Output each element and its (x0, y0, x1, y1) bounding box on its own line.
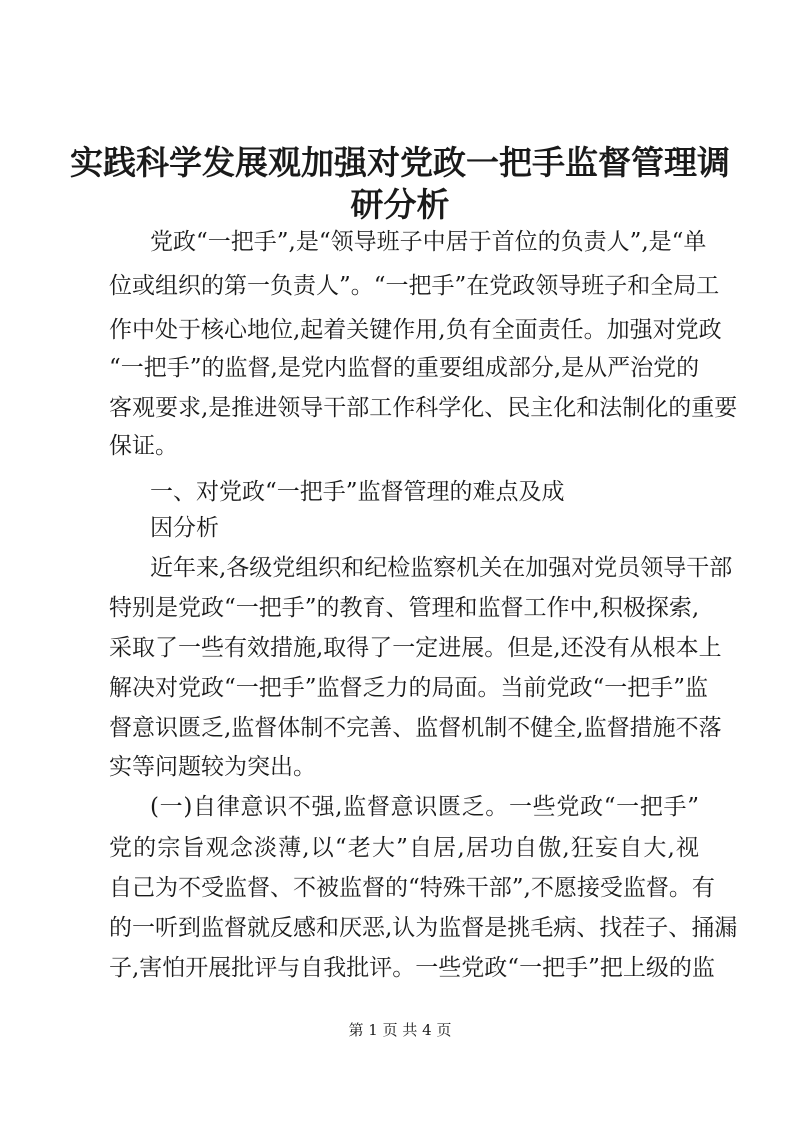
body-line: 位或组织的第一负责人”。“一把手”在党政领导班子和全局工 (109, 273, 720, 299)
body-line: 党的宗旨观念淡薄,以“老大”自居,居功自傲,狂妄自大,视 (109, 835, 699, 861)
body-line: 采取了一些有效措施,取得了一定进展。但是,还没有从根本上 (109, 635, 722, 661)
body-line: 实等问题较为突出。 (109, 754, 316, 780)
body-line: 客观要求,是推进领导干部工作科学化、民主化和法制化的重要 (109, 395, 738, 421)
page-number: 第 1 页 共 4 页 (348, 1021, 452, 1039)
document-title-line-1: 实践科学发展观加强对党政一把手监督管理调 (70, 143, 730, 182)
body-line: 党政“一把手”,是“领导班子中居于首位的负责人”,是“单 (150, 229, 707, 255)
document-title-line-2: 研分析 (350, 185, 450, 224)
body-line: 解决对党政“一把手”监督乏力的局面。当前党政“一把手”监 (109, 675, 709, 701)
section-heading-line-1: 一、对党政“一把手”监督管理的难点及成 (150, 479, 565, 505)
body-line: 近年来,各级党组织和纪检监察机关在加强对党员领导干部 (150, 555, 733, 581)
body-line: 特别是党政“一把手”的教育、管理和监督工作中,积极探索, (109, 595, 700, 621)
body-line: 子,害怕开展批评与自我批评。一些党政“一把手”把上级的监 (109, 955, 715, 981)
subsection-line: (一)自律意识不强,监督意识匮乏。一些党政“一把手” (150, 794, 699, 820)
body-line: 的一听到监督就反感和厌恶,认为监督是挑毛病、找茬子、捅漏 (109, 915, 738, 941)
body-line: “一把手”的监督,是党内监督的重要组成部分,是从严治党的 (109, 355, 700, 381)
section-heading-line-2: 因分析 (150, 515, 219, 541)
body-line: 作中处于核心地位,起着关键作用,负有全面责任。加强对党政 (109, 317, 722, 343)
body-line: 督意识匮乏,监督体制不完善、监督机制不健全,监督措施不落 (109, 715, 722, 741)
body-line: 自己为不受监督、不被监督的“特殊干部”,不愿接受监督。有 (109, 875, 715, 901)
body-line: 保证。 (109, 433, 178, 459)
